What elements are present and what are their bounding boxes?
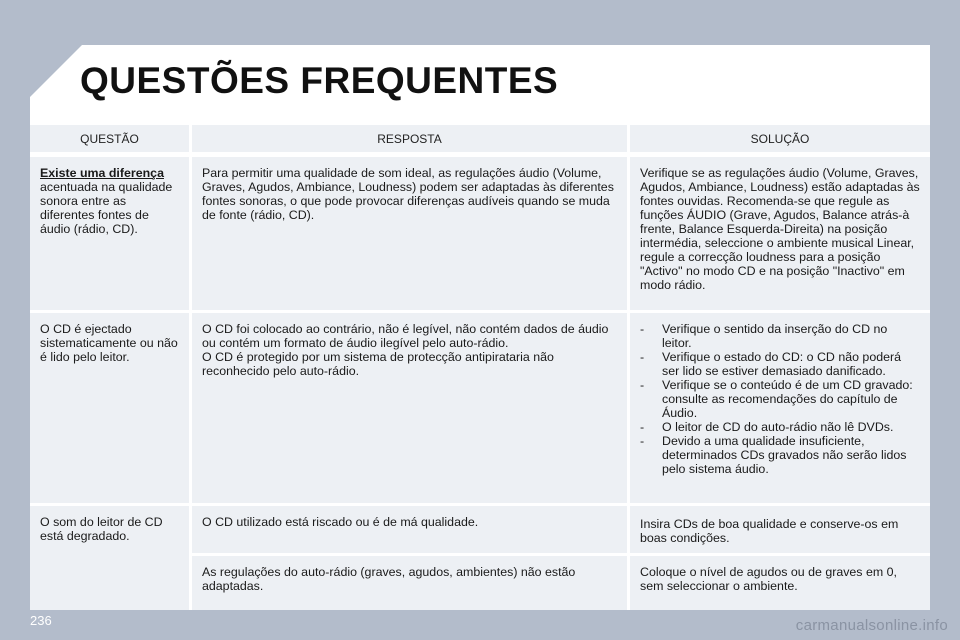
row3-answer-b [192, 556, 627, 610]
row1-question-title: Existe uma diferença [40, 166, 164, 180]
row2-solution-list [636, 322, 920, 476]
header-answer-label: RESPOSTA [377, 131, 442, 146]
row1-question-text: acentuada na qualidade sonora entre as diferentes fontes de áudio (rádio, CD). [40, 180, 173, 236]
header-question [30, 125, 189, 152]
header-solution [630, 125, 930, 152]
list-item: - O leitor de CD do auto-rádio não lê DVDs. [636, 420, 920, 434]
list-item: - Verifique o estado do CD: o CD não poderá ser lido se estiver demasiado danificado. [636, 350, 920, 378]
list-item: - Devido a uma qualidade insuficiente, determinados CDs gravados não serão lidos pelo sistema áudio. [636, 434, 920, 476]
row2-solution [630, 313, 930, 503]
row3-answer-b-text: As regulações do auto-rádio (graves, agudos, ambientes) não estão adaptadas. [202, 565, 576, 593]
row3-solution-a [630, 506, 930, 553]
row2-question-text: O CD é ejectado sistematicamente ou não é lido pelo leitor. [40, 322, 178, 364]
header-answer [192, 125, 627, 152]
header-question-label: QUESTÃO [80, 131, 139, 146]
list-item: - Verifique o sentido da inserção do CD no leitor. [636, 322, 920, 350]
row3-solution-b [630, 556, 930, 610]
row2-answer-line1: O CD foi colocado ao contrário, não é legível, não contém dados de áudio ou contém um formato de áudio ilegível pelo auto-rádio. [202, 322, 609, 350]
row1-solution-text: Verifique se as regulações áudio (Volume, Graves, Agudos, Ambiance, Loudness) estão adaptadas às fontes ouvidas. Recomenda-se que regule as funções ÁUDIO (Grave, Agudos, Balance atrás-à frente, Balance Esquerda-Direita) na posição intermédia, seleccione o ambiente musical Linear, regule a correcção loudness para a posição "Activo" no modo CD e na posição "Inactivo" em modo rádio. [640, 166, 920, 292]
row3-answer-a [192, 506, 627, 553]
row3-question-text: O som do leitor de CD está degradado. [40, 515, 163, 543]
row1-question [30, 157, 189, 310]
header-solution-label: SOLUÇÃO [750, 131, 810, 146]
list-item: - Verifique se o conteúdo é de um CD gravado: consulte as recomendações do capítulo de Áudio. [636, 378, 920, 420]
row3-solution-a-text: Insira CDs de boa qualidade e conserve-os em boas condições. [640, 517, 899, 545]
row3-solution-b-text: Coloque o nível de agudos ou de graves em 0, sem seleccionar o ambiente. [640, 565, 897, 593]
page-number: 236 [30, 613, 52, 628]
row3-answer-a-text: O CD utilizado está riscado ou é de má qualidade. [202, 515, 479, 529]
row1-solution [630, 157, 930, 310]
row1-answer [192, 157, 627, 310]
row2-answer [192, 313, 627, 503]
row3-question [30, 506, 189, 610]
page-title: QUESTÕES FREQUENTES [80, 60, 559, 101]
row2-answer-line2: O CD é protegido por um sistema de protecção antipirataria não reconhecido pelo auto-rádio. [202, 350, 554, 378]
row1-answer-text: Para permitir uma qualidade de som ideal, as regulações áudio (Volume, Graves, Agudos, Ambiance, Loudness) podem ser adaptadas às diferentes fontes sonoras, o que pode provocar diferenças audíveis quando se muda de fonte (rádio, CD). [202, 166, 614, 222]
watermark: carmanualsonline.info [795, 617, 948, 634]
row2-question [30, 313, 189, 503]
